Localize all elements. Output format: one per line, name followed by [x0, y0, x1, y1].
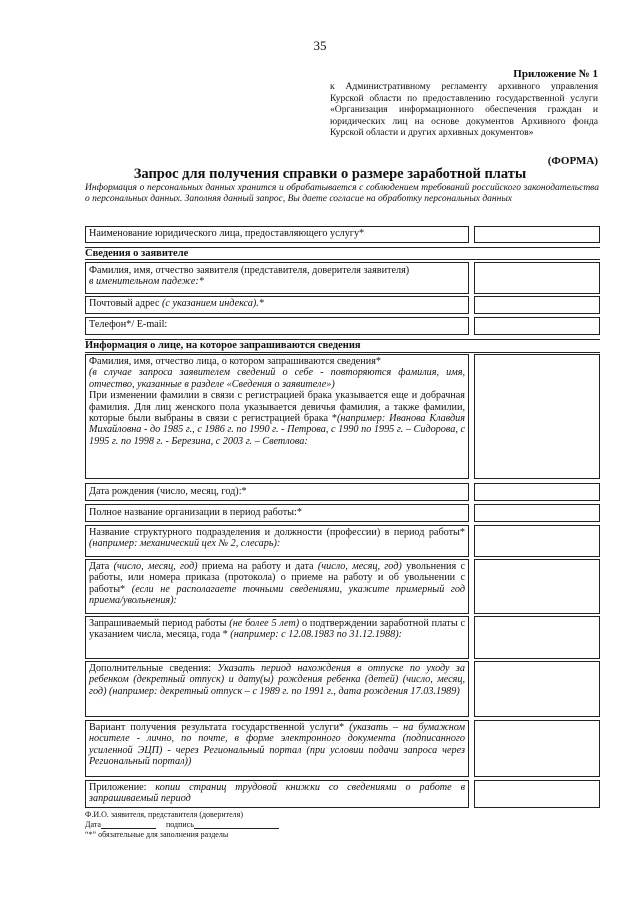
salary-period-label: Запрашиваемый период работы (не более 5 лет) о подтверждении заработной платы с указанием числа, месяца, года * (например: с 12.08.1983 по 31.12.1988): [89, 618, 466, 641]
subdivision-field[interactable] [474, 525, 600, 557]
legal-entity-label: Наименование юридического лица, предоставляющего услугу* [89, 228, 365, 239]
postal-field[interactable] [474, 296, 600, 314]
salary-period-field[interactable] [474, 616, 600, 659]
section-divider [85, 259, 600, 260]
employment-dates-field[interactable] [474, 559, 600, 614]
subdivision-label: Название структурного подразделения и должности (профессии) в период работы* (например: механический цех № 2, слесарь): [89, 527, 465, 550]
required-fields-note: “*” обязательные для заполнения разделы [85, 830, 229, 839]
org-name-label: Полное название организации в период работы:* [89, 507, 302, 518]
result-variant-field[interactable] [474, 720, 600, 777]
birth-date-field[interactable] [474, 483, 600, 501]
personal-data-notice: Информация о персональных данных хранится и обрабатывается с соблюдением требований российского законодательства о персональных данных. Заполняя данный запрос, Вы даете согласие на обработку персональных данных [85, 183, 599, 204]
form-label: (ФОРМА) [547, 155, 598, 167]
legal-entity-field[interactable] [474, 226, 600, 243]
attachment-label: Приложение: копии страниц трудовой книжки со сведениями о работе в запрашиваемый период [89, 782, 465, 805]
applicant-fio-label: Фамилия, имя, отчество заявителя (представителя, доверителя заявителя) в именительном падеже:* [89, 265, 410, 288]
attachment-field[interactable] [474, 780, 600, 808]
appendix-title: Приложение № 1 [513, 68, 598, 80]
org-name-field[interactable] [474, 504, 600, 522]
birth-date-label: Дата рождения (число, месяц, год):* [89, 486, 247, 497]
footer-date-signature: Дата подпись [85, 820, 279, 829]
appendix-text: к Административному регламенту архивного управления Курской области по предоставлению государственной услуги «Организация информационного обеспечения граждан и юридических лиц на основе документов Архивного фонда Курской области и других архивных документов» [330, 81, 598, 138]
phone-field[interactable] [474, 317, 600, 335]
section-applicant-heading: Сведения о заявителе [85, 248, 189, 259]
employment-dates-label: Дата (число, месяц, год) приема на работу и дата (число, месяц, год) увольнения с работы, или номера приказа (протокола) о приеме на работу и об увольнении с работы* (если не располагаете точными сведениями, укажите примерный год приема/увольнения): [89, 561, 466, 607]
result-variant-label: Вариант получения результата государственной услуги* (указать – на бумажном носителе - лично, по почте, в форме электронного документа (подписанного усиленной ЭЦП) - через Региональный портал (при условии подачи запроса через Региональный портал)) [89, 722, 465, 768]
signature-line[interactable] [194, 821, 279, 829]
page-number: 35 [313, 38, 327, 53]
footer-fio-caption: Ф.И.О. заявителя, представителя (доверителя) [85, 810, 243, 819]
date-line[interactable] [101, 821, 156, 829]
applicant-fio-field[interactable] [474, 262, 600, 294]
subject-fio-field[interactable] [474, 354, 600, 479]
document-title: Запрос для получения справки о размере заработной платы [133, 166, 527, 182]
phone-label: Телефон*/ E-mail: [89, 319, 168, 330]
extra-info-field[interactable] [474, 661, 600, 717]
extra-info-label: Дополнительные сведения: Указать период нахождения в отпуске по уходу за ребенком (декретный отпуск) и дату(ы) рождения ребенка (детей) (число, месяц, год) (например: декретный отпуск – с 1989 г. по 1991 г., дата рождения 17.03.1989) [89, 663, 465, 697]
subject-fio-label: Фамилия, имя, отчество лица, о котором запрашиваются сведения* (в случае запроса заявителем сведений о себе - повторяются фамилия, имя, отчество, указанные в разделе «Сведения о заявителе») При изменении фамилии в связи с регистрацией брака указывается еще и добрачная фамилия. Для лиц женского пола указывается девичья фамилия, а также фамилии, которые были выбраны в связи с регистрацией брака *(например: Иванова Клавдия Михайловна - до 1985 г., с 1986 г. по 1990 г. - Петрова, с 1990 по 1995 г. – Сидорова, с 1995 г. по 1998 г. - Березина, с 2003 г. – Светлова: [89, 356, 465, 447]
section-subject-heading: Информация о лице, на которое запрашиваются сведения [85, 340, 361, 351]
postal-label: Почтовый адрес (с указанием индекса).* [89, 298, 264, 309]
section-divider [85, 352, 600, 353]
